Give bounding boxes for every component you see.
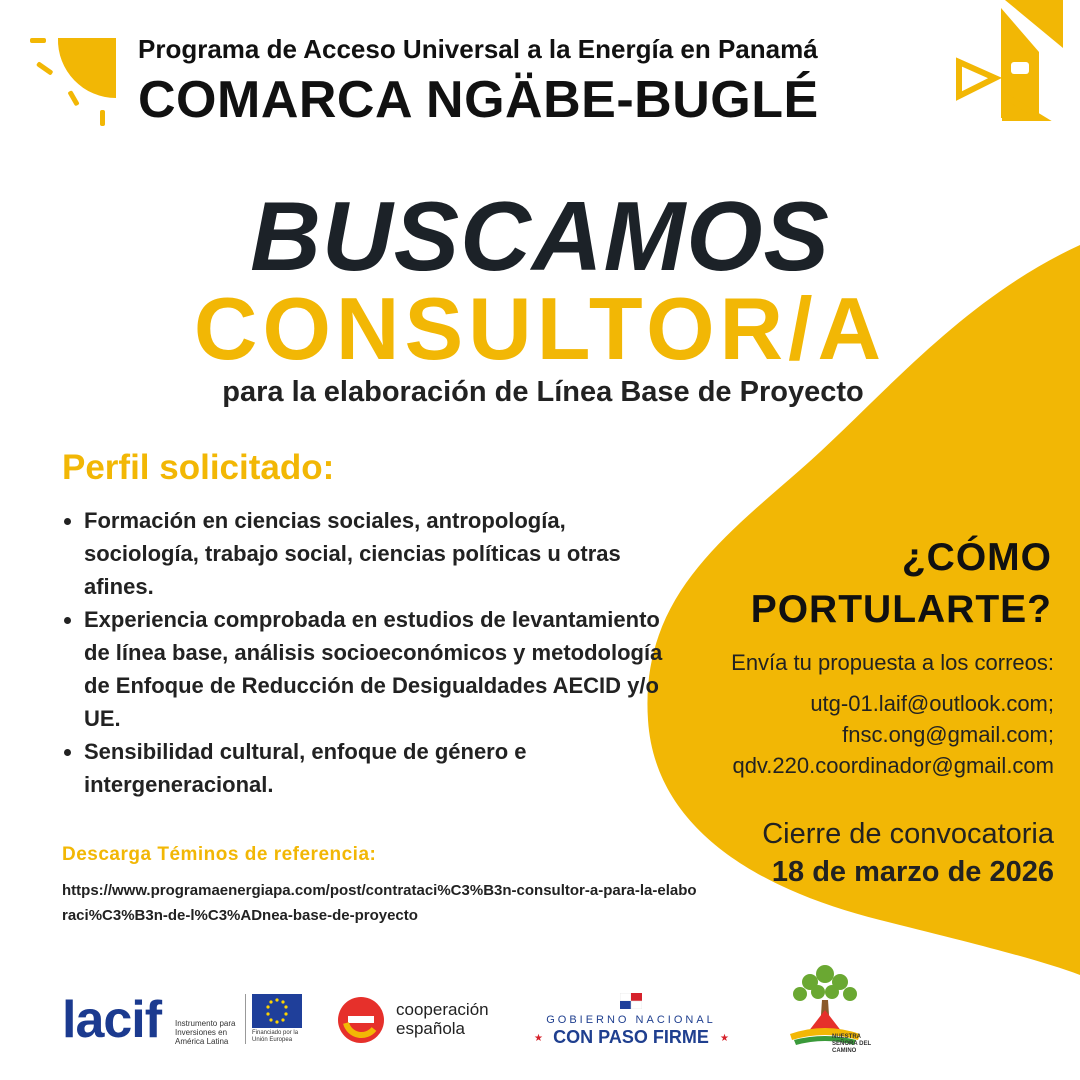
email-link[interactable]: utg-01.laif@outlook.com; [810, 691, 1054, 716]
apply-title-line2: PORTULARTE? [750, 588, 1052, 631]
list-item: • Experiencia comprobada en estudios de levantamiento de línea base, análisis socioeconómicos y metodología de Enfoque de Reducción de Desigualdades AECID y/o UE. [84, 603, 674, 735]
deadline-label: Cierre de convocatoria [762, 818, 1054, 850]
email-link[interactable]: qdv.220.coordinador@gmail.com [732, 753, 1054, 778]
sun-icon [28, 30, 128, 130]
cooperacion-espanola-text: cooperación española [396, 1000, 489, 1038]
region-title: COMARCA NGÄBE-BUGLÉ [138, 71, 819, 129]
headline-subtitle: para la elaboración de Línea Base de Proyecto [222, 376, 864, 408]
profile-list [62, 504, 674, 801]
download-title: Descarga Téminos de referencia: [62, 844, 377, 865]
headline-buscamos: BUSCAMOS [250, 181, 830, 291]
logo-divider [245, 994, 246, 1044]
lacif-subtitle: Instrumento para Inversiones en América Latina [175, 1019, 236, 1046]
geometric-logo-icon [955, 0, 1065, 130]
apply-instruction: Envía tu propuesta a los correos: [731, 650, 1054, 675]
deadline-date: 18 de marzo de 2026 [771, 856, 1054, 888]
list-item: • Sensibilidad cultural, enfoque de género e intergeneracional. [84, 735, 674, 801]
apply-title-line1: ¿CÓMO [901, 536, 1052, 579]
email-link[interactable]: fnsc.ong@gmail.com; [842, 722, 1054, 747]
gobierno-nacional-text: GOBIERNO NACIONAL [546, 1014, 716, 1026]
eu-flag-icon [252, 994, 302, 1028]
star-icon: ★ [534, 1033, 543, 1044]
email-list [732, 688, 1054, 781]
eu-subtitle: Financiado por la Unión Europea [252, 1030, 299, 1043]
lacif-logo: lacif [62, 991, 162, 1049]
con-paso-firme-text: CON PASO FIRME [553, 1027, 709, 1047]
ngo-name-text: NUESTRA SEÑORA DEL CAMINO [832, 1034, 872, 1054]
list-item: • Formación en ciencias sociales, antropología, sociología, trabajo social, ciencias políticas u otras afines. [84, 504, 674, 603]
star-icon: ★ [720, 1033, 729, 1044]
apply-title [751, 532, 1052, 636]
headline-consultor: CONSULTOR/A [193, 279, 887, 378]
download-url-link[interactable]: https://www.programaenergiapa.com/post/contrataci%C3%B3n-consultor-a-para-la-elaboraci%C3%B3n-de-l%C3%ADnea-base-de-proyecto [62, 882, 697, 924]
panama-flag-icon [620, 993, 642, 1009]
program-name: Programa de Acceso Universal a la Energía en Panamá [138, 34, 818, 64]
cooperacion-espanola-logo-icon [336, 995, 386, 1045]
profile-title: Perfil solicitado: [62, 448, 335, 487]
